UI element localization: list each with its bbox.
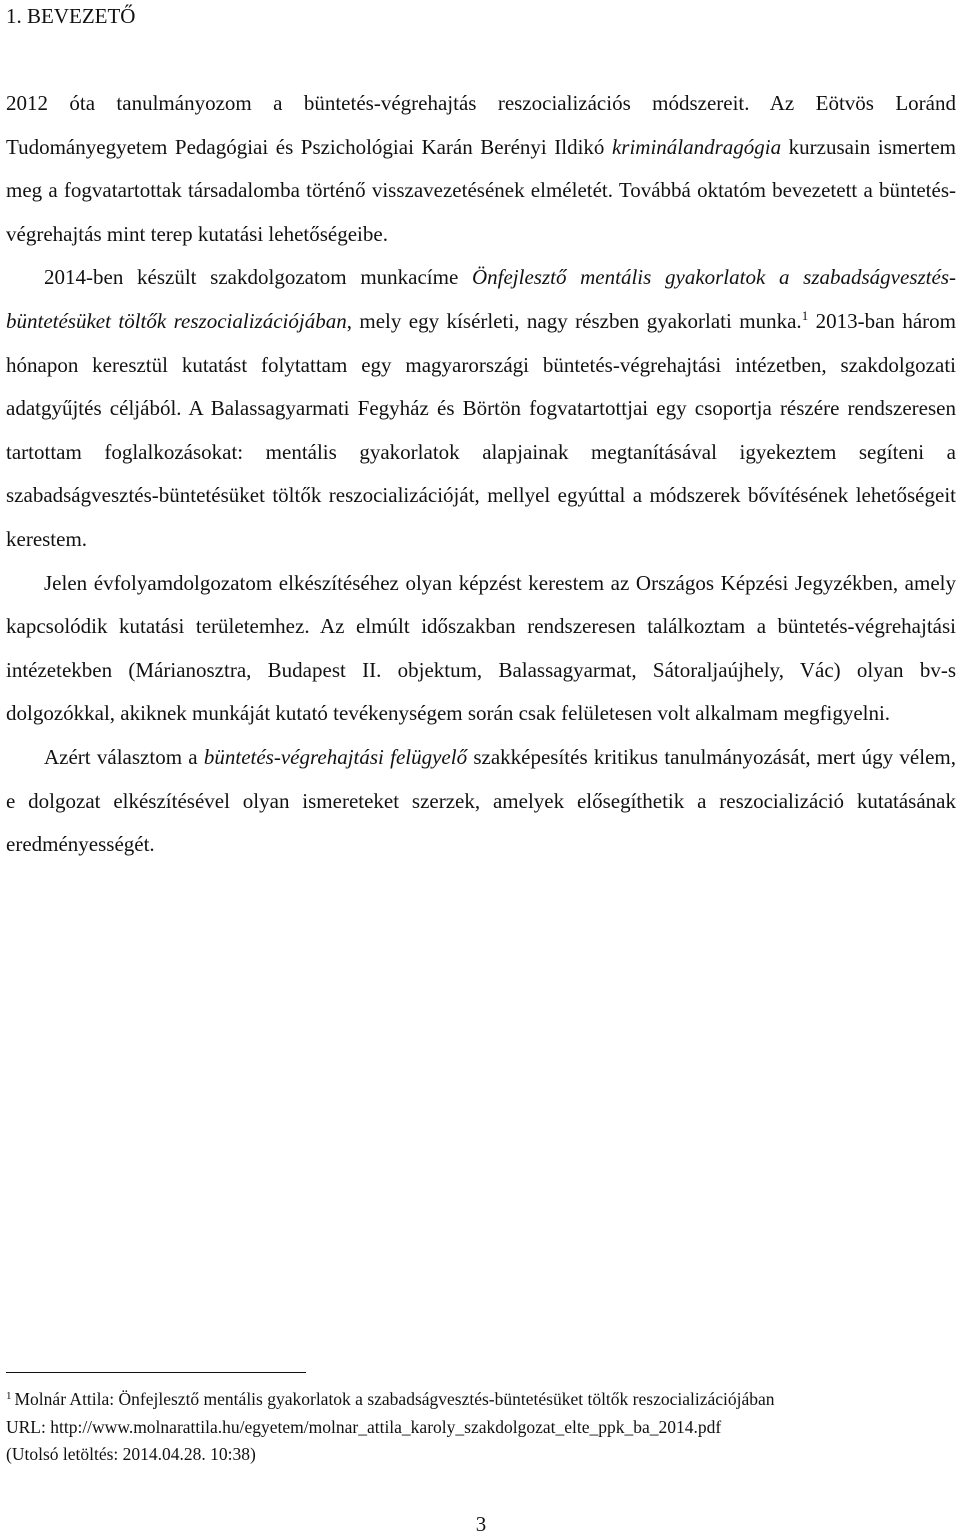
footnote-separator (6, 1372, 306, 1373)
paragraph-1-italic: kriminálandragógia (611, 134, 782, 159)
paragraph-1 (6, 82, 956, 256)
footnote-citation: Molnár Attila: Önfejlesztő mentális gyakorlatok a szabadságvesztés-büntetésüket töltők reszocializációjában (14, 1389, 775, 1409)
footnote-line-1 (6, 1386, 956, 1414)
section-heading: 1. BEVEZETŐ (6, 4, 136, 28)
footnote-access-date: (Utolsó letöltés: 2014.04.28. 10:38) (6, 1444, 256, 1464)
paragraph-2-text-d: 2013-ban három hónapon keresztül kutatást folytattam egy magyarországi büntetés-végrehajtási intézetben, szakdolgozati adatgyűjtés céljából. A Balassagyarmati Fegyház és Börtön fogvatartottjai egy csoportja részére rendszeresen tartottam foglalkozásokat: mentális gyakorlatok alapjainak megtanításával igyekeztem segíteni a szabadságvesztés-büntetésüket töltők reszocializációját, mellyel egyúttal a módszerek bővítésének lehetőségeit kerestem. (6, 308, 957, 551)
paragraph-4 (6, 736, 956, 867)
paragraph-3: Jelen évfolyamdolgozatom elkészítéséhez olyan képzést kerestem az Országos Képzési Jegyzékben, amely kapcsolódik kutatási területemhez. Az elmúlt időszakban rendszeresen találkoztam a büntetés-végrehajtási intézetekben (Márianosztra, Budapest II. objektum, Balassagyarmat, Sátoraljaújhely, Vác) olyan bv-s dolgozókkal, akiknek munkáját kutató tevékenységem során csak felületesen volt alkalmam megfigyelni. (6, 570, 956, 726)
paragraph-4-text-a: Azért választom a (44, 744, 204, 769)
footnote (6, 1386, 956, 1469)
paragraph-1-text-c: kurzusain ismertem meg a fogvatartottak társadalomba történő visszavezetésének elméletét. Továbbá oktatóm bevezetett a büntetés-végrehajtás mint terep kutatási lehetőségeibe. (6, 134, 956, 246)
paragraph-4-italic: büntetés-végrehajtási felügyelő (203, 744, 468, 769)
page-number: 3 (475, 1512, 487, 1536)
paragraph-4-text-c: szakképesítés kritikus tanulmányozását, mert úgy vélem, e dolgozat elkészítésével olyan ismereteket szerzek, amelyek elősegíthetik a reszocializáció kutatásának eredményességét. (6, 744, 956, 857)
paragraph-2-text-c: , mely egy kísérleti, nagy részben gyakorlati munka. (346, 308, 802, 333)
paragraph-1-text-a: 2012 óta tanulmányozom a büntetés-végrehajtás reszocializációs módszereit. Az Eötvös Loránd Tudományegyetem Pedagógiai és Pszichológiai Karán Berényi Ildikó (6, 91, 956, 159)
paragraph-2 (6, 256, 956, 561)
paragraph-2-italic-title: Önfejlesztő mentális gyakorlatok a szabadságvesztés-büntetésüket töltők reszocializációjában (6, 265, 956, 333)
footnote-marker: 1 (6, 1390, 12, 1402)
body-text (6, 82, 956, 867)
paragraph-2-text-a: 2014-ben készült szakdolgozatom munkacíme (44, 265, 472, 290)
footnote-url[interactable]: URL: http://www.molnarattila.hu/egyetem/molnar_attila_karoly_szakdolgozat_elte_ppk_ba_2014.pdf (6, 1416, 722, 1437)
footnote-reference[interactable]: 1 (801, 307, 809, 323)
